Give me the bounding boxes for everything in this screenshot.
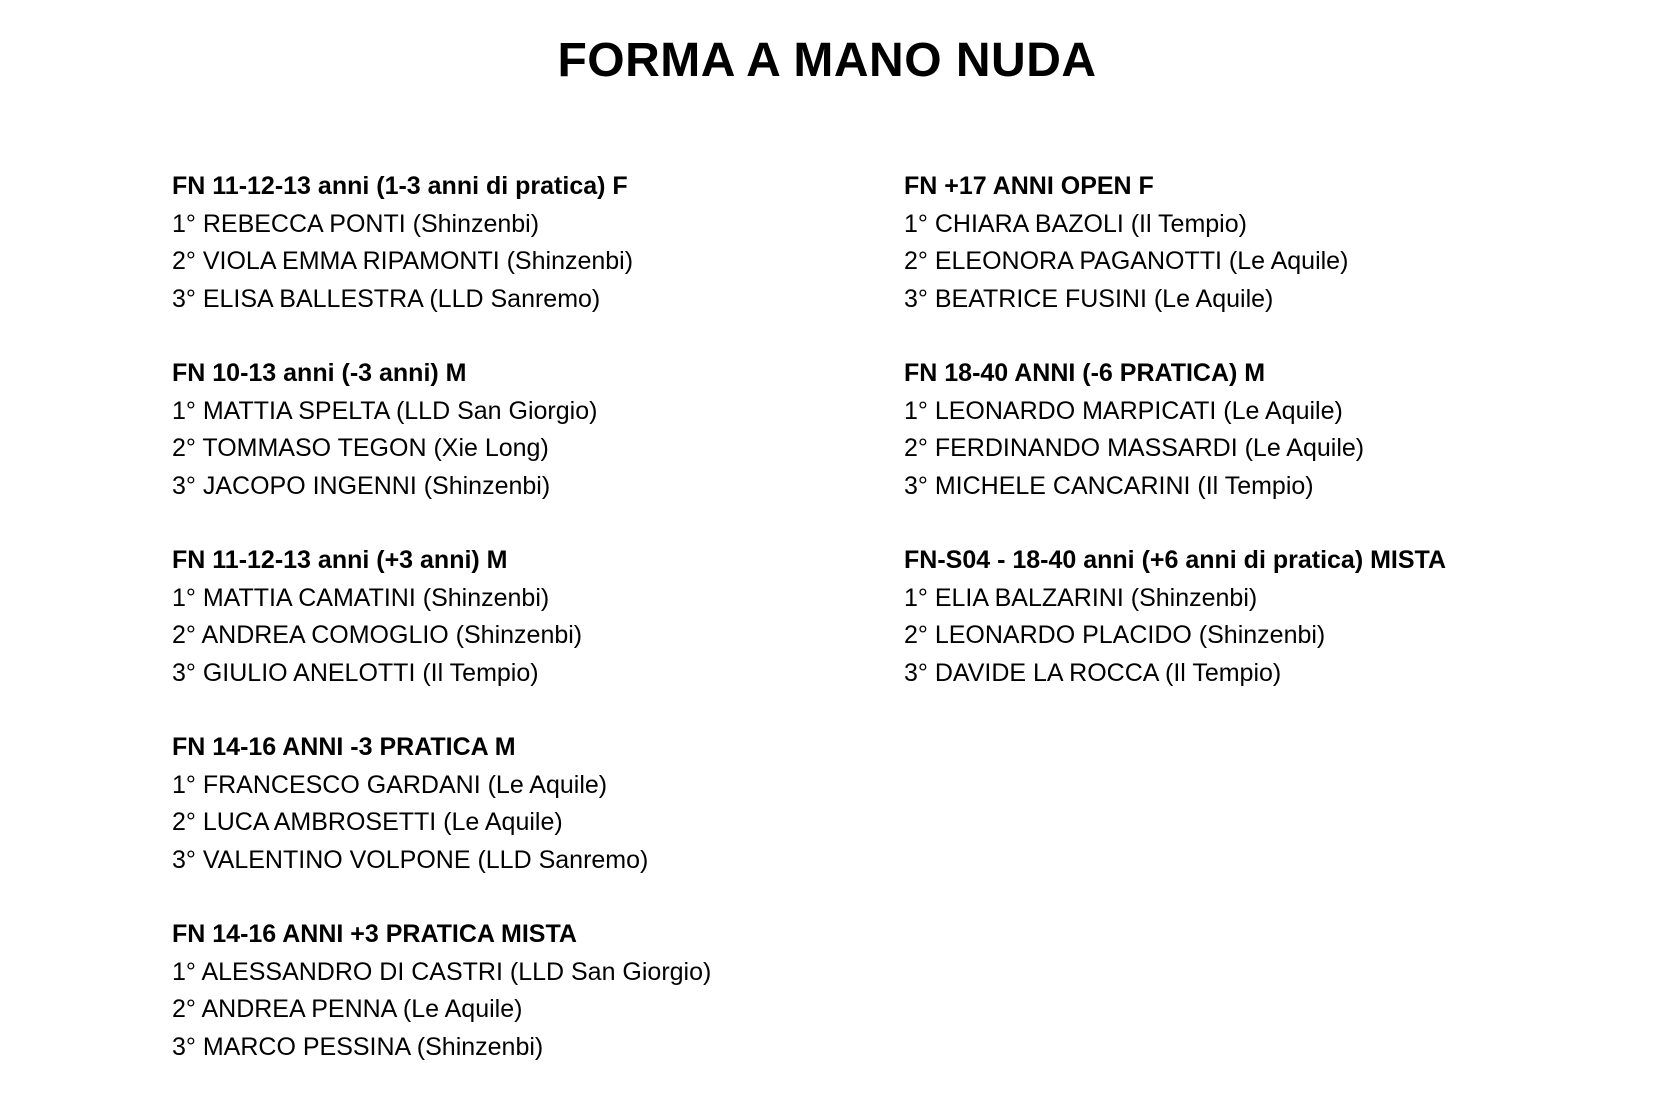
category-title: FN 18-40 ANNI (-6 PRATICA) M bbox=[904, 359, 1266, 387]
category-block bbox=[172, 168, 711, 318]
result-second: 2° ANDREA COMOGLIO (Shinzenbi) bbox=[172, 621, 583, 649]
category-title: FN 11-12-13 anni (+3 anni) M bbox=[172, 546, 508, 574]
result-first: 1° REBECCA PONTI (Shinzenbi) bbox=[172, 209, 540, 238]
result-first: 1° ALESSANDRO DI CASTRI (LLD San Giorgio) bbox=[172, 957, 712, 986]
category-title: FN 14-16 ANNI +3 PRATICA MISTA bbox=[172, 920, 577, 948]
page-title: FORMA A MANO NUDA bbox=[557, 34, 1097, 87]
result-third: 3° BEATRICE FUSINI (Le Aquile) bbox=[904, 284, 1274, 313]
category-title: FN 10-13 anni (-3 anni) M bbox=[172, 359, 467, 387]
result-third: 3° ELISA BALLESTRA (LLD Sanremo) bbox=[172, 284, 601, 313]
result-second: 2° LEONARDO PLACIDO (Shinzenbi) bbox=[904, 621, 1326, 649]
category-title: FN 14-16 ANNI -3 PRATICA M bbox=[172, 733, 516, 761]
result-second: 2° ELEONORA PAGANOTTI (Le Aquile) bbox=[904, 247, 1349, 275]
result-second: 2° LUCA AMBROSETTI (Le Aquile) bbox=[172, 808, 563, 836]
category-block bbox=[172, 542, 711, 692]
result-second: 2° ANDREA PENNA (Le Aquile) bbox=[172, 995, 523, 1023]
right-column bbox=[904, 168, 1446, 729]
result-third: 3° MICHELE CANCARINI (Il Tempio) bbox=[904, 471, 1314, 500]
result-third: 3° DAVIDE LA ROCCA (Il Tempio) bbox=[904, 658, 1282, 687]
result-third: 3° GIULIO ANELOTTI (Il Tempio) bbox=[172, 658, 539, 687]
result-second: 2° FERDINANDO MASSARDI (Le Aquile) bbox=[904, 434, 1365, 462]
category-block bbox=[172, 729, 711, 879]
result-first: 1° LEONARDO MARPICATI (Le Aquile) bbox=[904, 396, 1343, 425]
category-title: FN 11-12-13 anni (1-3 anni di pratica) F bbox=[172, 172, 628, 200]
result-first: 1° ELIA BALZARINI (Shinzenbi) bbox=[904, 583, 1258, 612]
category-title: FN +17 ANNI OPEN F bbox=[904, 172, 1154, 200]
category-title: FN-S04 - 18-40 anni (+6 anni di pratica) MISTA bbox=[904, 546, 1447, 574]
result-first: 1° MATTIA SPELTA (LLD San Giorgio) bbox=[172, 396, 598, 425]
result-second: 2° VIOLA EMMA RIPAMONTI (Shinzenbi) bbox=[172, 247, 634, 275]
category-block bbox=[172, 916, 711, 1066]
category-block bbox=[904, 355, 1446, 505]
result-third: 3° VALENTINO VOLPONE (LLD Sanremo) bbox=[172, 845, 649, 874]
result-third: 3° JACOPO INGENNI (Shinzenbi) bbox=[172, 471, 551, 500]
category-block bbox=[904, 168, 1446, 318]
result-third: 3° MARCO PESSINA (Shinzenbi) bbox=[172, 1032, 544, 1061]
category-block bbox=[904, 542, 1446, 692]
result-first: 1° FRANCESCO GARDANI (Le Aquile) bbox=[172, 770, 608, 799]
result-first: 1° CHIARA BAZOLI (Il Tempio) bbox=[904, 209, 1247, 238]
left-column bbox=[172, 168, 711, 1103]
result-second: 2° TOMMASO TEGON (Xie Long) bbox=[172, 434, 549, 462]
result-first: 1° MATTIA CAMATINI (Shinzenbi) bbox=[172, 583, 550, 612]
category-block bbox=[172, 355, 711, 505]
